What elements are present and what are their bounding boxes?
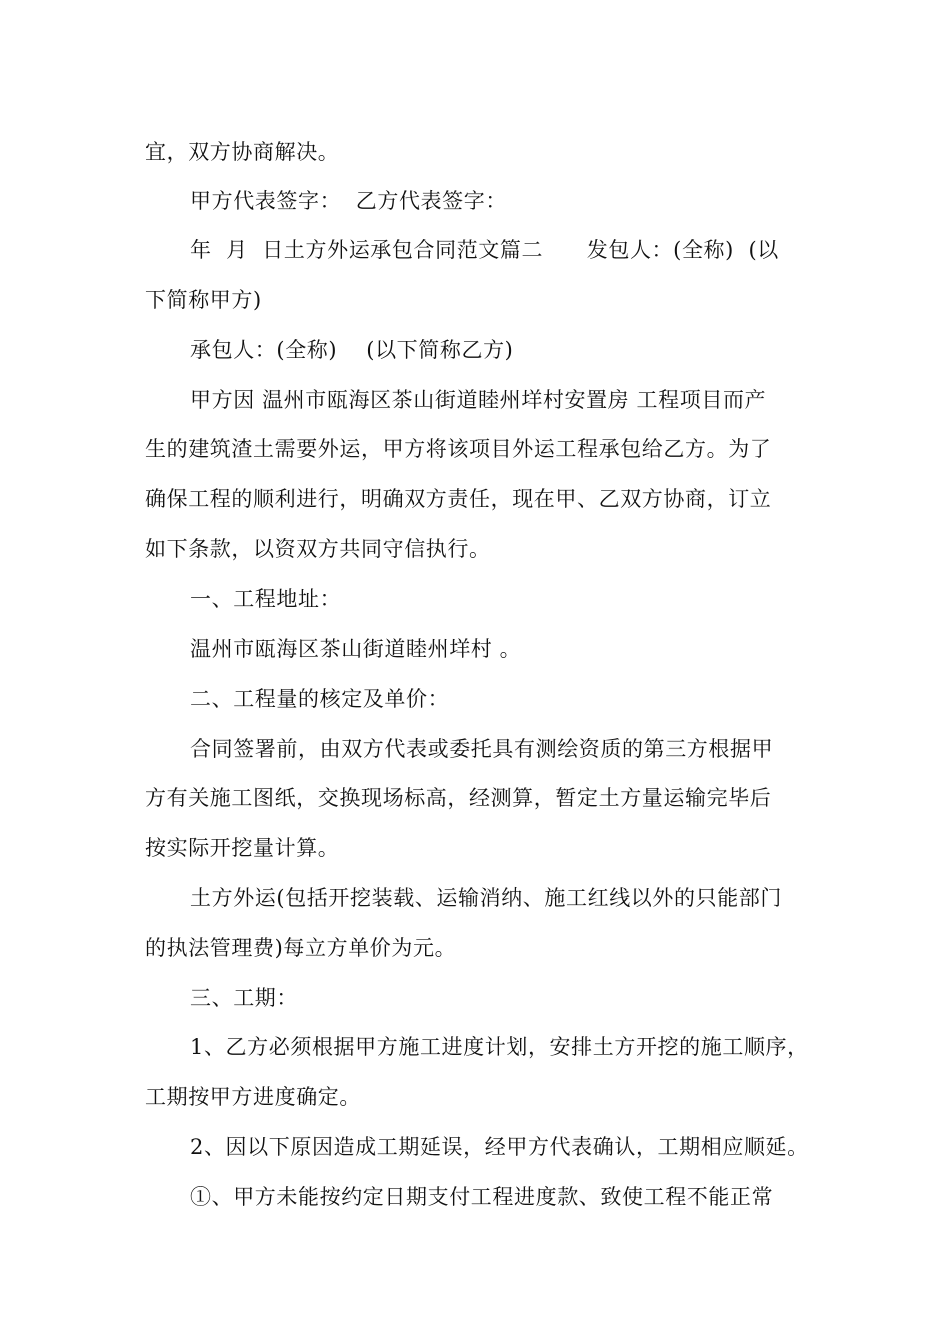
text-line: 确保工程的顺利进行，明确双方责任，现在甲、乙双方协商，订立 <box>145 487 772 511</box>
section-heading: 一、工程地址： <box>190 587 342 611</box>
text-line: 宜，双方协商解决。 <box>145 140 340 164</box>
text-line: 下简称甲方) <box>145 288 262 312</box>
text-line: 1、乙方必须根据甲方施工进度计划，安排土方开挖的施工顺序， <box>190 1035 809 1059</box>
text-line: 甲方代表签字： 乙方代表签字： <box>190 189 507 213</box>
text-line: 方有关施工图纸，交换现场标高，经测算，暂定土方量运输完毕后 <box>145 786 772 810</box>
text-line: 甲方因 温州市瓯海区茶山街道睦州垟村安置房 工程项目而产 <box>190 388 767 412</box>
text-line: 土方外运(包括开挖装载、运输消纳、施工红线以外的只能部门 <box>190 886 782 910</box>
section-heading: 二、工程量的核定及单价： <box>190 687 450 711</box>
text-line: ①、甲方未能按约定日期支付工程进度款、致使工程不能正常 <box>190 1185 774 1209</box>
section-heading: 三、工期： <box>190 986 298 1010</box>
text-line: 温州市瓯海区茶山街道睦州垟村 。 <box>190 637 522 661</box>
text-line: 如下条款，以资双方共同守信执行。 <box>145 537 491 561</box>
text-line: 合同签署前，由双方代表或委托具有测绘资质的第三方根据甲 <box>190 737 774 761</box>
text-line: 工期按甲方进度确定。 <box>145 1085 361 1109</box>
text-line: 承包人：(全称) (以下简称乙方) <box>190 338 514 362</box>
text-line: 年 月 日土方外运承包合同范文篇二 发包人：(全称) (以 <box>190 238 779 262</box>
text-line: 生的建筑渣土需要外运，甲方将该项目外运工程承包给乙方。为了 <box>145 437 772 461</box>
text-line: 按实际开挖量计算。 <box>145 836 340 860</box>
text-line: 的执法管理费)每立方单价为元。 <box>145 936 457 960</box>
text-line: 2、因以下原因造成工期延误，经甲方代表确认，工期相应顺延。 <box>190 1135 809 1159</box>
